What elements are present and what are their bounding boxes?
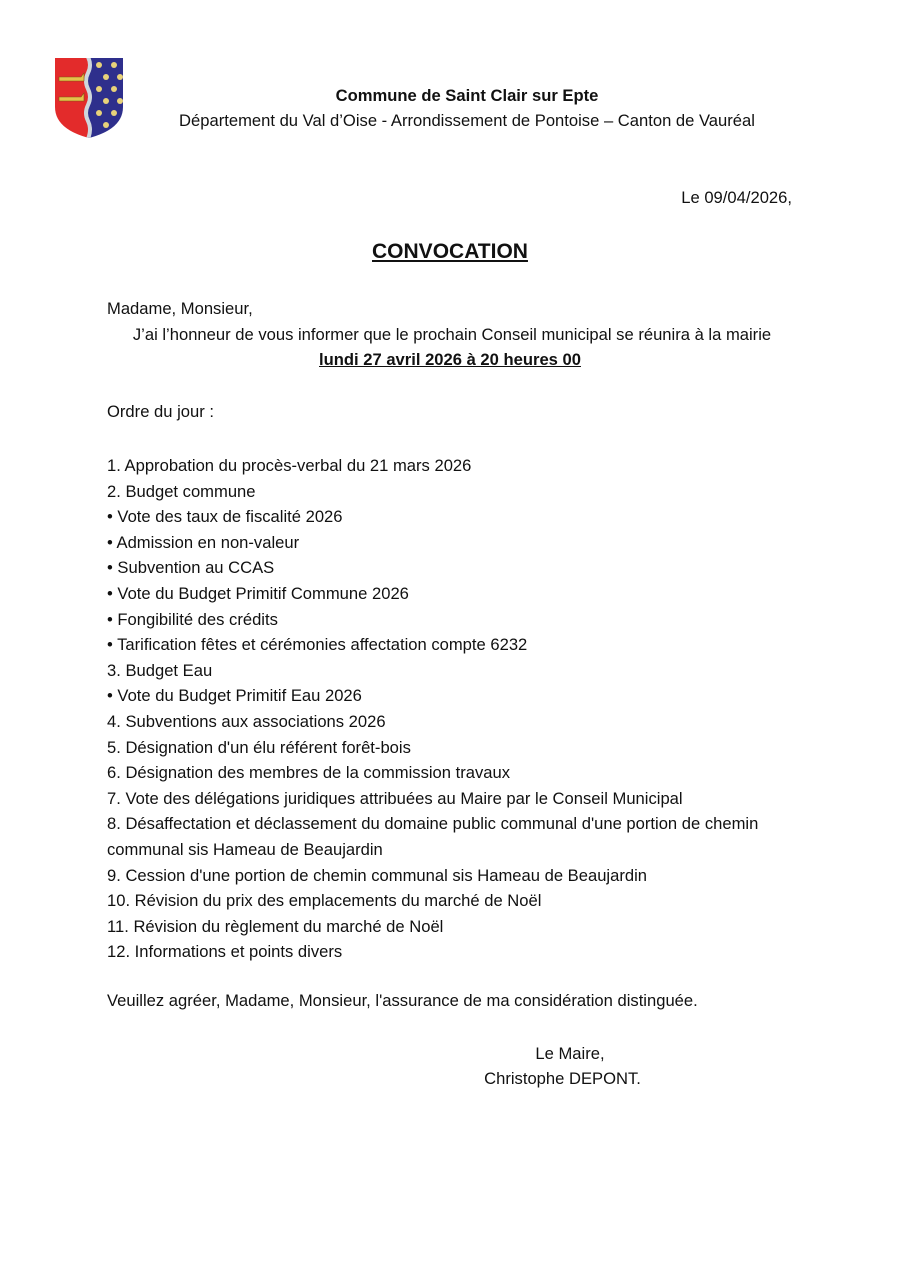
agenda-item: 7. Vote des délégations juridiques attribuées au Maire par le Conseil Municipal bbox=[107, 788, 683, 808]
agenda-item: 8. Désaffectation et déclassement du domaine public communal d'une portion de chemin communal sis Hameau de Beaujardin bbox=[107, 814, 759, 859]
department-subtitle: Département du Val d’Oise - Arrondissement de Pontoise – Canton de Vauréal bbox=[179, 111, 755, 130]
greeting: Madame, Monsieur, bbox=[107, 299, 253, 318]
agenda-list bbox=[107, 453, 767, 965]
agenda-item: 6. Désignation des membres de la commission travaux bbox=[107, 763, 511, 783]
intro-text: J’ai l’honneur de vous informer que le prochain Conseil municipal se réunira à la mairie bbox=[132, 325, 772, 344]
agenda-item: 1. Approbation du procès-verbal du 21 mars 2026 bbox=[107, 456, 472, 475]
agenda-item: 9. Cession d'une portion de chemin communal sis Hameau de Beaujardin bbox=[107, 865, 648, 885]
agenda-item: 2. Budget commune bbox=[107, 481, 256, 501]
agenda-item: 3. Budget Eau bbox=[107, 660, 213, 680]
closing-formula: Veuillez agréer, Madame, Monsieur, l'assurance de ma considération distinguée. bbox=[107, 991, 698, 1010]
commune-name: Commune de Saint Clair sur Epte bbox=[335, 86, 599, 105]
agenda-item: • Tarification fêtes et cérémonies affectation compte 6232 bbox=[107, 635, 528, 655]
agenda-item: 11. Révision du règlement du marché de Noël bbox=[107, 916, 444, 936]
letter-date: Le 09/04/2026, bbox=[681, 188, 792, 207]
agenda-item: • Fongibilité des crédits bbox=[107, 609, 278, 629]
agenda-item: 5. Désignation d'un élu référent forêt-bois bbox=[107, 737, 411, 757]
agenda-heading: Ordre du jour : bbox=[107, 402, 214, 421]
agenda-item: 10. Révision du prix des emplacements du marché de Noël bbox=[107, 891, 542, 911]
agenda-item: • Vote du Budget Primitif Commune 2026 bbox=[107, 583, 409, 603]
agenda-item: • Admission en non-valeur bbox=[107, 532, 300, 552]
agenda-item: • Subvention au CCAS bbox=[107, 558, 275, 578]
signatory-role: Le Maire, bbox=[535, 1044, 605, 1063]
signatory-name: Christophe DEPONT. bbox=[484, 1069, 641, 1088]
meeting-datetime: lundi 27 avril 2026 à 20 heures 00 bbox=[319, 350, 581, 369]
agenda-item: • Vote des taux de fiscalité 2026 bbox=[107, 507, 343, 527]
document-title: CONVOCATION bbox=[372, 240, 528, 263]
agenda-item: • Vote du Budget Primitif Eau 2026 bbox=[107, 686, 362, 706]
agenda-item: 12. Informations et points divers bbox=[107, 942, 343, 962]
agenda-item: 4. Subventions aux associations 2026 bbox=[107, 711, 386, 731]
